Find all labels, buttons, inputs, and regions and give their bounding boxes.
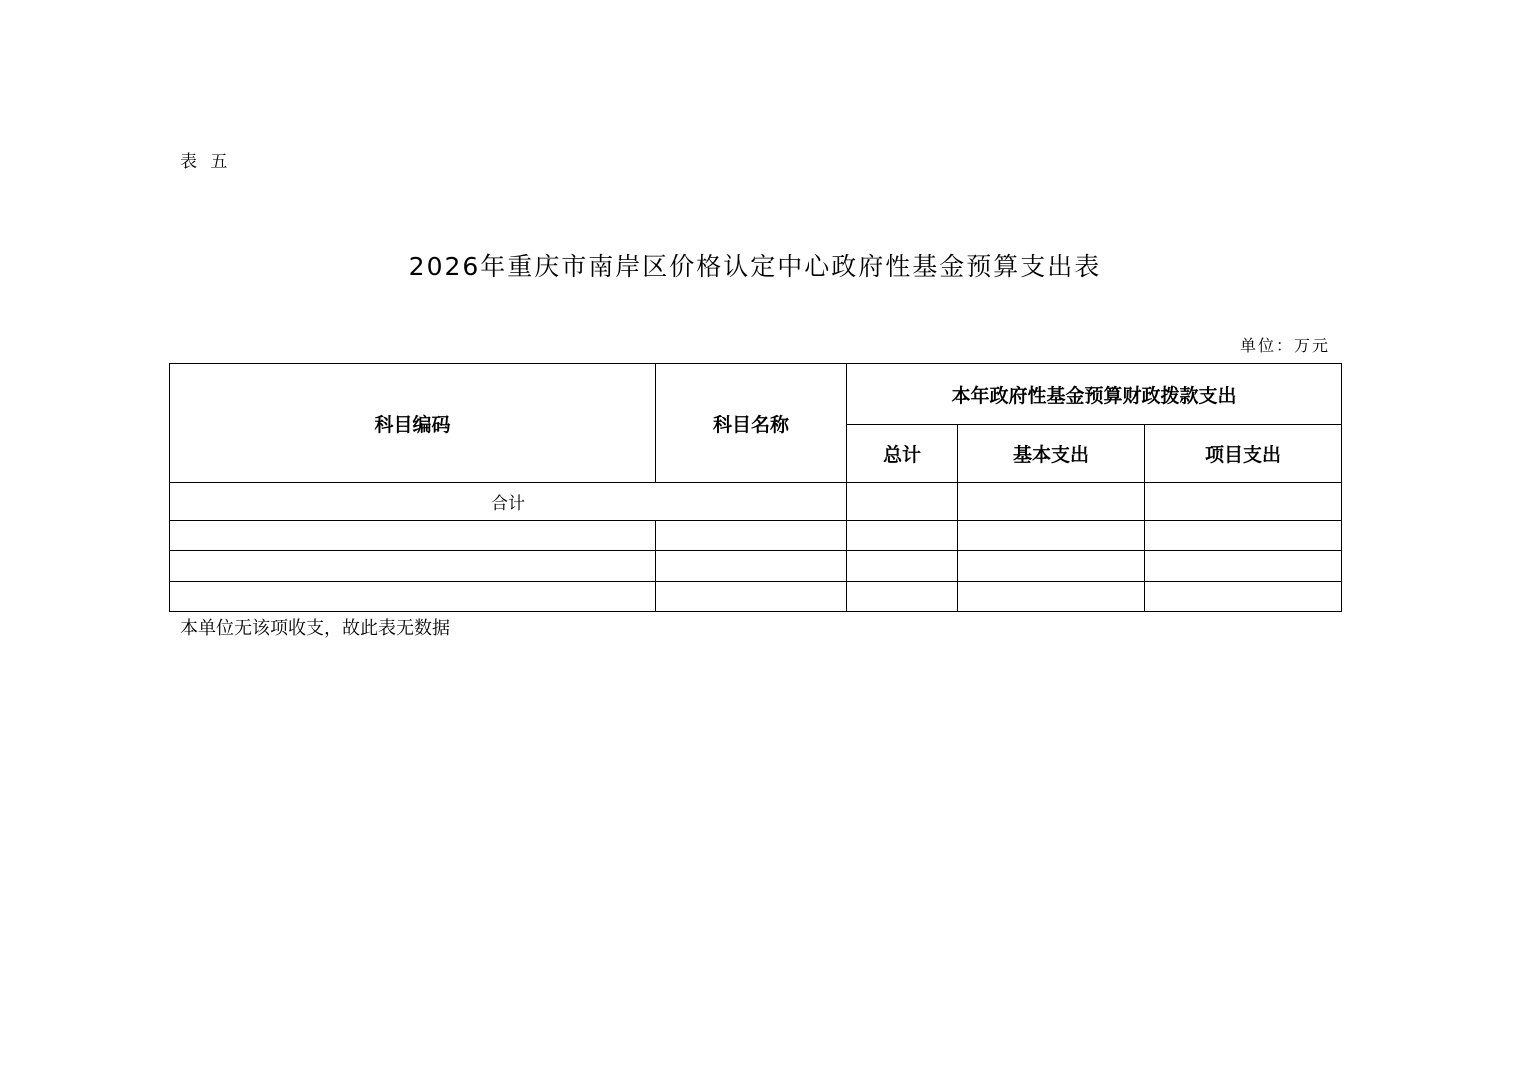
row-basic-cell: [958, 521, 1145, 551]
unit-label: 单位：万元: [1239, 336, 1330, 355]
summary-basic-cell: [958, 483, 1145, 521]
summary-total-cell: [847, 483, 958, 521]
row-basic-cell: [958, 582, 1145, 612]
summary-row: [170, 483, 1342, 521]
row-total-cell: [847, 521, 958, 551]
table-row: [170, 521, 1342, 551]
summary-label: 合计: [170, 483, 847, 521]
table-number-label: 表 五: [180, 152, 232, 172]
table-row: [170, 551, 1342, 582]
budget-table: [169, 363, 1342, 612]
header-subject-name: 科目名称: [656, 364, 847, 483]
header-subject-code: 科目编码: [170, 364, 656, 483]
row-project-cell: [1145, 521, 1342, 551]
row-code-cell: [170, 521, 656, 551]
header-project-expenditure: 项目支出: [1145, 425, 1342, 483]
row-basic-cell: [958, 551, 1145, 582]
table-row: [170, 582, 1342, 612]
header-total: 总计: [847, 425, 958, 483]
page-title: 2026年重庆市南岸区价格认定中心政府性基金预算支出表: [408, 251, 1102, 281]
row-name-cell: [656, 582, 847, 612]
row-name-cell: [656, 521, 847, 551]
row-code-cell: [170, 551, 656, 582]
header-basic-expenditure: 基本支出: [958, 425, 1145, 483]
row-name-cell: [656, 551, 847, 582]
header-row: [170, 364, 1342, 425]
row-total-cell: [847, 582, 958, 612]
row-total-cell: [847, 551, 958, 582]
header-expenditure-group: 本年政府性基金预算财政拨款支出: [847, 364, 1342, 425]
row-project-cell: [1145, 551, 1342, 582]
no-data-note: 本单位无该项收支，故此表无数据: [180, 618, 450, 639]
row-code-cell: [170, 582, 656, 612]
summary-project-cell: [1145, 483, 1342, 521]
row-project-cell: [1145, 582, 1342, 612]
